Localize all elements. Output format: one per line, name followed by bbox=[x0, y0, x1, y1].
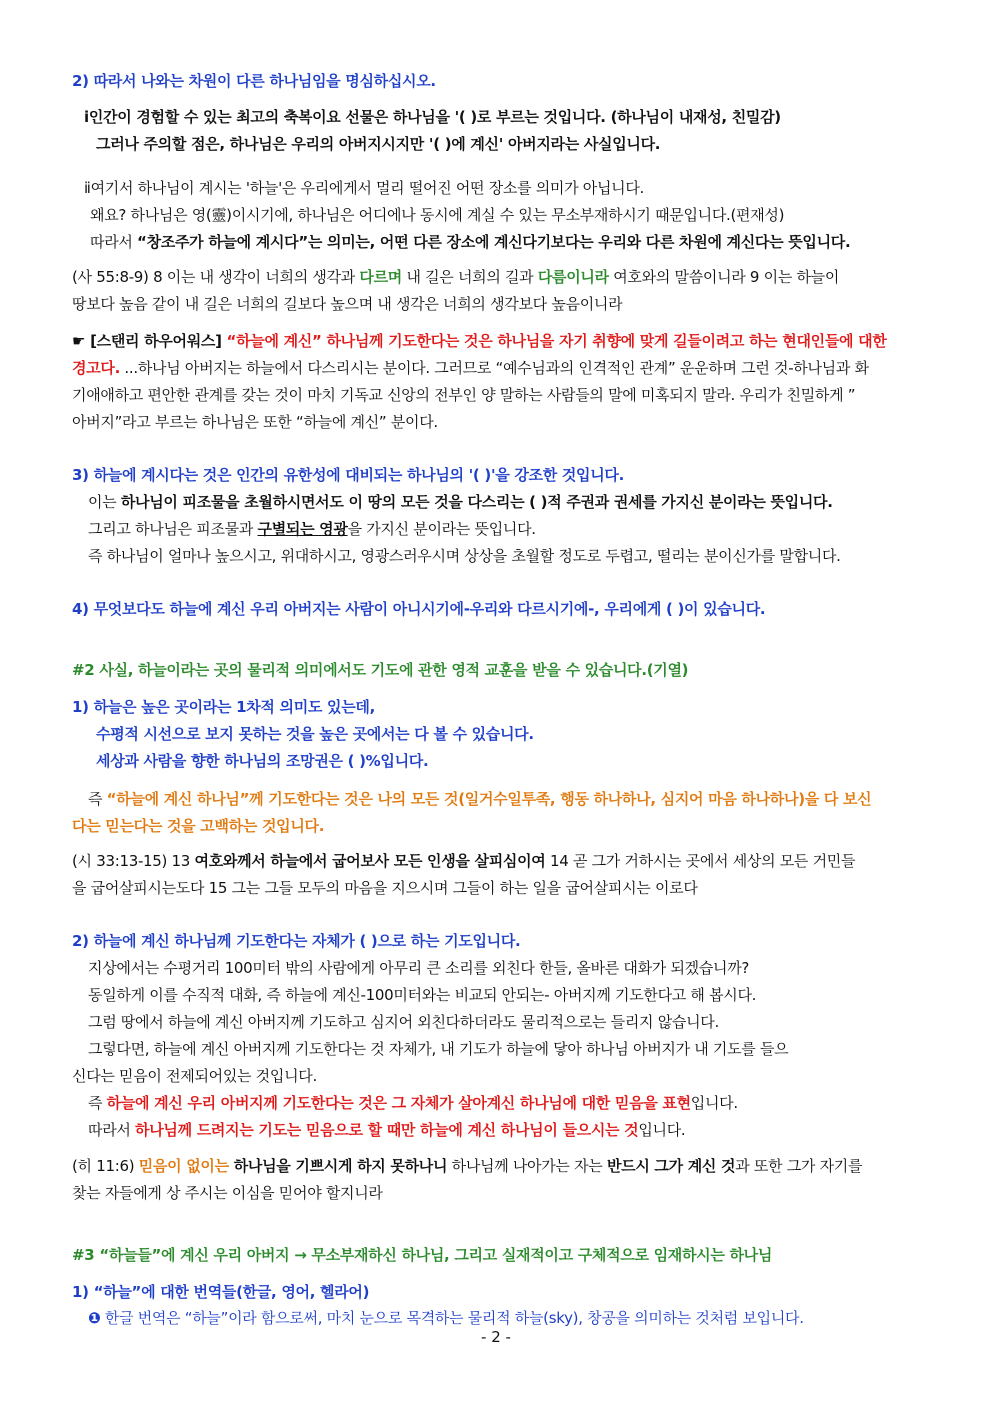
page-number: - 2 - bbox=[481, 1328, 511, 1346]
text-segment: ❶ bbox=[88, 1309, 101, 1327]
text-line bbox=[72, 1244, 772, 1266]
text-line bbox=[72, 411, 438, 433]
text-segment: 을 가지신 분이라는 뜻입니다. bbox=[347, 520, 536, 538]
text-line bbox=[72, 330, 887, 352]
text-segment: “창조주가 하늘에 계시다”는 의미는, 어떤 다른 장소에 계신다기보다는 우리와 다른 차원에 계신다는 뜻입니다. bbox=[137, 233, 851, 251]
text-segment: 다르며 bbox=[359, 268, 402, 286]
text-segment: 그리고 하나님은 피조물과 bbox=[88, 520, 258, 538]
text-line bbox=[88, 1038, 788, 1060]
text-line bbox=[72, 1065, 317, 1087]
text-segment: 동일하게 이를 수직적 대화, 즉 하늘에 계신-100미터와는 비교되 안되는- 아버지께 기도한다고 해 봅시다. bbox=[88, 986, 757, 1004]
text-segment: 하나님께 드려지는 기도는 믿음으로 할 때만 하늘에 계신 하나님이 들으시는 것 bbox=[135, 1121, 639, 1139]
text-segment: 수평적 시선으로 보지 못하는 것을 높은 곳에서는 다 볼 수 있습니다. bbox=[96, 725, 534, 743]
text-segment: 즉 하나님이 얼마나 높으시고, 위대하시고, 영광스러우시며 상상을 초월할 정도로 두렵고, 떨리는 분이신가를 말합니다. bbox=[88, 547, 841, 565]
text-segment: #2 사실, 하늘이라는 곳의 물리적 의미에서도 기도에 관한 영적 교훈을 받을 수 있습니다.(기열) bbox=[72, 661, 689, 679]
text-segment: 믿음이 없이는 bbox=[138, 1157, 229, 1175]
text-line bbox=[84, 177, 644, 199]
text-line bbox=[90, 204, 784, 226]
text-segment: 여호와의 말씀이니라 9 이는 하늘이 bbox=[608, 268, 840, 286]
text-line bbox=[72, 659, 688, 681]
text-line bbox=[88, 1011, 719, 1033]
text-segment: 2) 하늘에 계신 하나님께 기도한다는 자체가 ( )으로 하는 기도입니다. bbox=[72, 932, 521, 950]
text-line bbox=[84, 106, 781, 128]
text-line bbox=[96, 750, 428, 772]
text-line bbox=[88, 788, 871, 810]
text-line bbox=[88, 1307, 804, 1329]
text-line bbox=[96, 133, 660, 155]
text-segment: 1) “하늘”에 대한 번역들(한글, 영어, 헬라어) bbox=[72, 1283, 370, 1301]
text-segment: “하늘에 계신” 하나님께 기도한다는 것은 하나님을 자기 취향에 맞게 길들이려고 하는 현대인들에 대한 bbox=[226, 332, 887, 350]
text-segment: ☛ [스탠리 하우어워스] bbox=[72, 332, 227, 350]
text-segment: 과 또한 그가 자기를 bbox=[735, 1157, 863, 1175]
text-line bbox=[72, 70, 436, 92]
text-segment: 내 길은 너희의 길과 bbox=[401, 268, 538, 286]
text-line bbox=[88, 518, 536, 540]
text-segment: 땅보다 높음 같이 내 길은 너희의 길보다 높으며 내 생각은 너희의 생각보다 높음이니라 bbox=[72, 295, 623, 313]
text-segment: “하늘에 계신 하나님”께 기도한다는 것은 나의 모든 것(일거수일투족, 행동 하나하나, 심지어 마음 하나하나)을 다 보신 bbox=[106, 790, 872, 808]
text-segment: #3 “하늘들”에 계신 우리 아버지 → 무소부재하신 하나님, 그리고 실재적이고 구체적으로 임재하시는 하나님 bbox=[72, 1246, 773, 1264]
text-line bbox=[72, 384, 855, 406]
text-line bbox=[72, 357, 869, 379]
text-segment: 지상에서는 수평거리 100미터 밖의 사람에게 아무리 큰 소리를 외친다 한들, 올바른 대화가 되겠습니까? bbox=[88, 959, 750, 977]
text-segment: 찾는 자들에게 상 주시는 이심을 믿어야 할지니라 bbox=[72, 1184, 383, 1202]
text-segment: 한글 번역은 “하늘”이라 함으로써, 마치 눈으로 목격하는 물리적 하늘(sky), 창공을 의미하는 것처럼 보입니다. bbox=[100, 1309, 804, 1327]
text-line bbox=[88, 1119, 685, 1141]
text-segment: 구별되는 영광 bbox=[257, 520, 348, 538]
text-segment: 1) 하늘은 높은 곳이라는 1차적 의미도 있는데, bbox=[72, 698, 375, 716]
text-segment: 하나님께 나아가는 자는 bbox=[447, 1157, 607, 1175]
text-segment: 따라서 bbox=[88, 1121, 136, 1139]
text-segment: 따라서 bbox=[90, 233, 138, 251]
text-segment: 을 굽어살피시는도다 15 그는 그들 모두의 마음을 지으시며 그들이 하는 일을 굽어살피시는 이로다 bbox=[72, 879, 698, 897]
text-line bbox=[72, 598, 765, 620]
text-line bbox=[88, 1092, 738, 1114]
text-line bbox=[72, 930, 520, 952]
text-line bbox=[72, 696, 375, 718]
text-segment: (시 33:13-15) 13 bbox=[72, 852, 195, 870]
text-segment: 하나님이 피조물을 초월하시면서도 이 땅의 모든 것을 다스리는 ( )적 주권과 권세를 가지신 분이라는 뜻입니다. bbox=[120, 493, 833, 511]
text-segment: (히 11:6) bbox=[72, 1157, 139, 1175]
text-segment: ⅱ여기서 하나님이 계시는 '하늘'은 우리에게서 멀리 떨어진 어떤 장소를 의미가 아닙니다. bbox=[84, 179, 645, 197]
text-segment: 그렇다면, 하늘에 계신 아버지께 기도한다는 것 자체가, 내 기도가 하늘에 닿아 하나님 아버지가 내 기도를 들으 bbox=[88, 1040, 789, 1058]
text-segment: 다는 믿는다는 것을 고백하는 것입니다. bbox=[72, 817, 325, 835]
text-line bbox=[88, 491, 833, 513]
text-segment: 2) 따라서 나와는 차원이 다른 하나님임을 명심하십시오. bbox=[72, 72, 436, 90]
text-line bbox=[72, 815, 324, 837]
text-line bbox=[90, 231, 850, 253]
text-segment: 그럼 땅에서 하늘에 계신 아버지께 기도하고 심지어 외친다하더라도 물리적으로는 들리지 않습니다. bbox=[88, 1013, 719, 1031]
text-segment: 즉 bbox=[88, 790, 107, 808]
text-line bbox=[72, 877, 698, 899]
text-segment: 반드시 그가 계신 것 bbox=[606, 1157, 736, 1175]
text-segment: 그러나 주의할 점은, 하나님은 우리의 아버지시지만 '( )에 계신' 아버지라는 사실입니다. bbox=[96, 135, 661, 153]
text-segment: 입니다. bbox=[638, 1121, 686, 1139]
text-line bbox=[72, 293, 622, 315]
text-line bbox=[72, 1155, 862, 1177]
text-segment: 4) 무엇보다도 하늘에 계신 우리 아버지는 사람이 아니시기에-우리와 다르시기에-, 우리에게 ( )이 있습니다. bbox=[72, 600, 766, 618]
text-segment: 3) 하늘에 계시다는 것은 인간의 유한성에 대비되는 하나님의 '( )'을 강조한 것입니다. bbox=[72, 466, 625, 484]
text-segment: 하늘에 계신 우리 아버지께 기도한다는 것은 그 자체가 살아계신 하나님에 대한 믿음을 표현 bbox=[106, 1094, 691, 1112]
text-line bbox=[72, 464, 624, 486]
text-segment: 다름이니라 bbox=[537, 268, 609, 286]
text-segment: 여호와께서 하늘에서 굽어보사 모든 인생을 살피심이여 bbox=[194, 852, 546, 870]
text-segment: 아버지”라고 부르는 하나님은 또한 “하늘에 계신” 분이다. bbox=[72, 413, 438, 431]
text-segment: ⅰ인간이 경험할 수 있는 최고의 축복이요 선물은 하나님을 '( )로 부르는 것입니다. (하나님이 내재성, 친밀감) bbox=[84, 108, 781, 126]
text-segment: 왜요? 하나님은 영(靈)이시기에, 하나님은 어디에나 동시에 계실 수 있는 무소부재하시기 때문입니다.(편재성) bbox=[90, 206, 785, 224]
text-segment: 경고다. bbox=[72, 359, 120, 377]
text-segment: 세상과 사람을 향한 하나님의 조망권은 ( )%입니다. bbox=[96, 752, 429, 770]
text-line bbox=[88, 545, 841, 567]
text-line bbox=[88, 984, 756, 1006]
text-segment: ...하나님 아버지는 하늘에서 다스리시는 분이다. 그러므로 “예수님과의 인격적인 관계” 운운하며 그런 것-하나님과 화 bbox=[119, 359, 869, 377]
text-segment: 14 곧 그가 거하시는 곳에서 세상의 모든 거민들 bbox=[545, 852, 856, 870]
text-segment: (사 55:8-9) 8 이는 내 생각이 너희의 생각과 bbox=[72, 268, 360, 286]
text-line bbox=[72, 850, 855, 872]
text-segment: 기애애하고 편안한 관계를 갖는 것이 마치 기독교 신앙의 전부인 양 말하는 사람들의 말에 미혹되지 말라. 우리가 친밀하게 ” bbox=[72, 386, 856, 404]
text-line bbox=[72, 1281, 369, 1303]
text-segment: 즉 bbox=[88, 1094, 107, 1112]
text-line bbox=[88, 957, 749, 979]
text-segment: 신다는 믿음이 전제되어있는 것입니다. bbox=[72, 1067, 317, 1085]
text-line bbox=[96, 723, 534, 745]
text-segment: 이는 bbox=[88, 493, 121, 511]
text-line bbox=[72, 1182, 383, 1204]
text-segment: 하나님을 기쁘시게 하지 못하나니 bbox=[228, 1157, 448, 1175]
text-segment: 입니다. bbox=[690, 1094, 738, 1112]
text-line bbox=[72, 266, 839, 288]
